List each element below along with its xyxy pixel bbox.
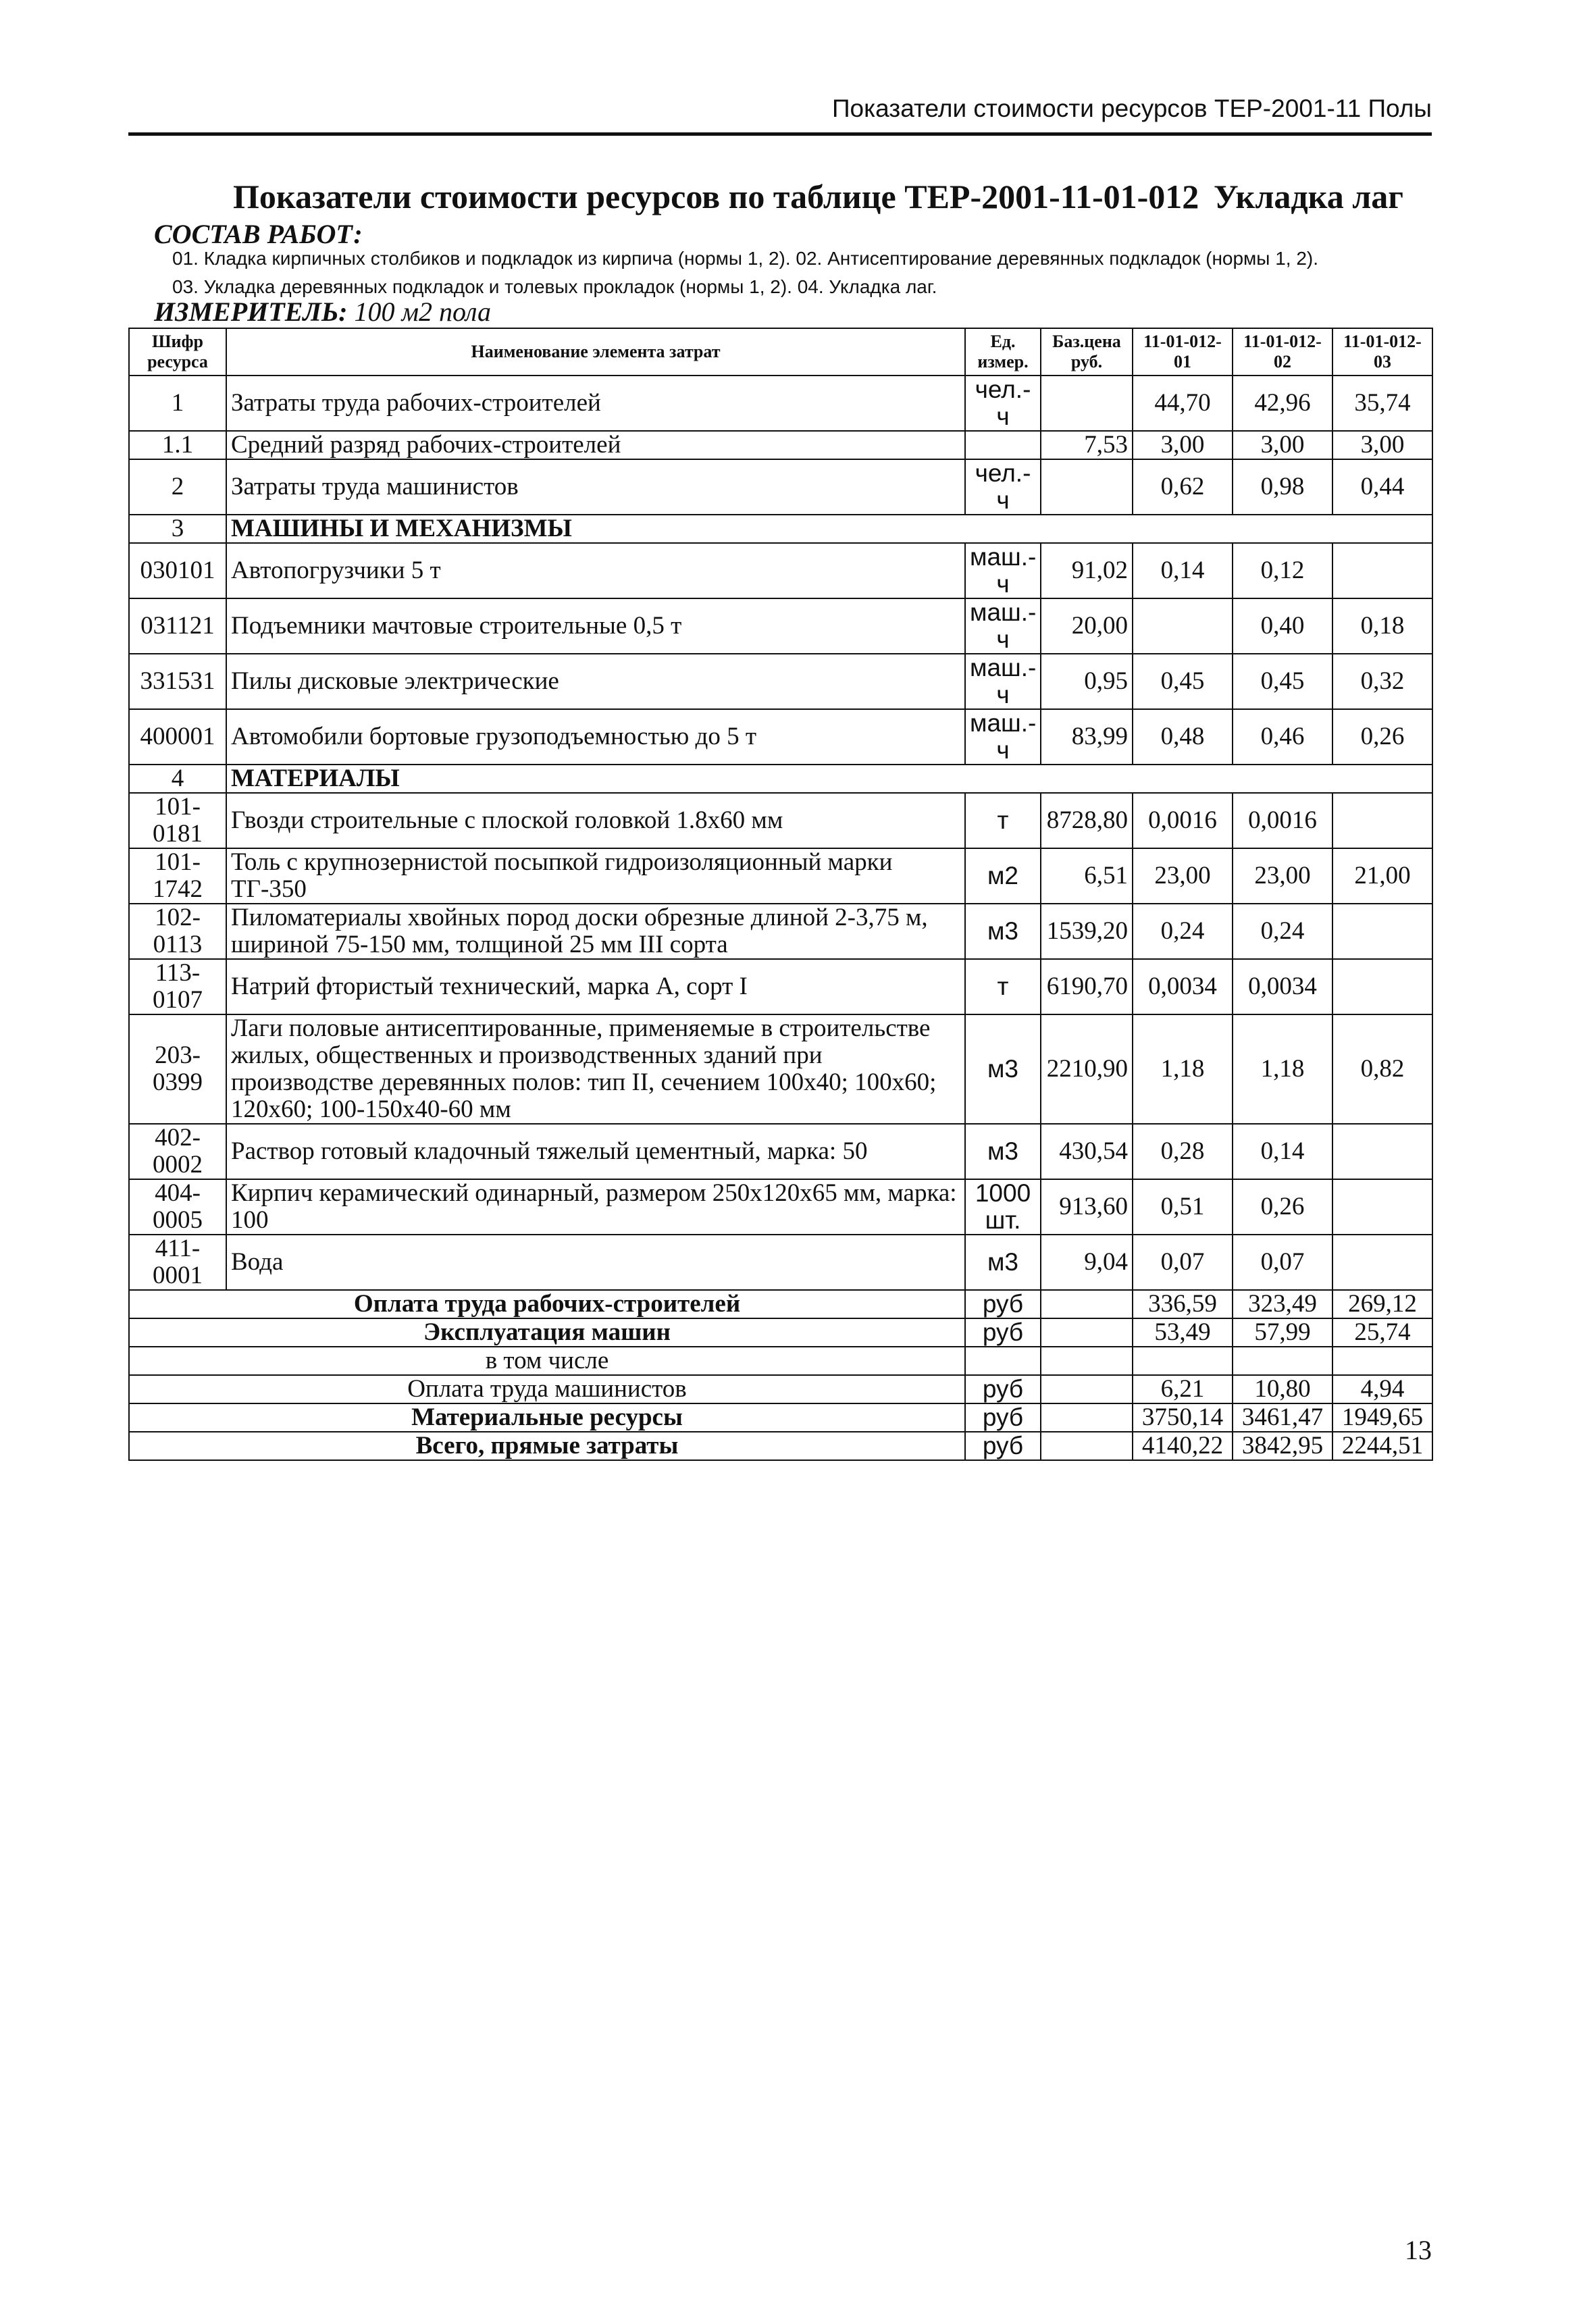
- table-row: [129, 376, 1432, 431]
- value-col2: 0,46: [1233, 709, 1332, 765]
- totals-row: [129, 1403, 1432, 1432]
- table-row: [129, 654, 1432, 709]
- totals-col3: 2244,51: [1332, 1432, 1432, 1460]
- resource-name: Подъемники мачтовые строительные 0,5 т: [226, 598, 965, 654]
- composition-text: [172, 244, 1428, 301]
- value-col1: 1,18: [1133, 1014, 1233, 1124]
- section-title: МАТЕРИАЛЫ: [226, 765, 1432, 793]
- base-price: 0,95: [1041, 654, 1133, 709]
- table-row: [129, 793, 1432, 848]
- totals-row: [129, 1375, 1432, 1403]
- value-col1: 0,45: [1133, 654, 1233, 709]
- value-col2: 3,00: [1233, 431, 1332, 459]
- totals-col1: [1133, 1347, 1233, 1375]
- table-header-row: [129, 328, 1432, 376]
- totals-unit: руб: [965, 1290, 1041, 1318]
- value-col3: 0,26: [1332, 709, 1432, 765]
- resource-name: Автомобили бортовые грузоподъемностью до 5 т: [226, 709, 965, 765]
- value-col1: 0,48: [1133, 709, 1233, 765]
- value-col3: [1332, 1235, 1432, 1290]
- table-row: [129, 598, 1432, 654]
- totals-price: [1041, 1375, 1133, 1403]
- base-price: 430,54: [1041, 1124, 1133, 1179]
- value-col2: 0,12: [1233, 543, 1332, 598]
- header-rule: [128, 132, 1432, 136]
- totals-price: [1041, 1347, 1133, 1375]
- table-row: [129, 959, 1432, 1014]
- totals-price: [1041, 1318, 1133, 1347]
- value-col3: [1332, 1179, 1432, 1235]
- base-price: [1041, 376, 1133, 431]
- header-name: Наименование элемента затрат: [226, 328, 965, 376]
- base-price: 6190,70: [1041, 959, 1133, 1014]
- totals-col2: 3461,47: [1233, 1403, 1332, 1432]
- table-row: [129, 904, 1432, 959]
- value-col3: 0,32: [1332, 654, 1432, 709]
- totals-label: Эксплуатация машин: [129, 1318, 965, 1347]
- resource-code: 400001: [129, 709, 226, 765]
- resource-name: Вода: [226, 1235, 965, 1290]
- table-title: Показатели стоимости ресурсов по таблице ТЕР-2001-11-01-012: [233, 178, 1199, 215]
- totals-row: [129, 1318, 1432, 1347]
- value-col2: 0,98: [1233, 459, 1332, 515]
- totals-row: [129, 1290, 1432, 1318]
- table-row: [129, 459, 1432, 515]
- value-col1: 44,70: [1133, 376, 1233, 431]
- resource-unit: м3: [965, 1124, 1041, 1179]
- base-price: 6,51: [1041, 848, 1133, 904]
- resource-unit: 1000 шт.: [965, 1179, 1041, 1235]
- table-row: [129, 848, 1432, 904]
- resource-unit: [965, 431, 1041, 459]
- section-row: [129, 765, 1432, 793]
- totals-col2: 323,49: [1233, 1290, 1332, 1318]
- totals-col2: [1233, 1347, 1332, 1375]
- header-col1: 11-01-012-01: [1133, 328, 1233, 376]
- resource-unit: чел.-ч: [965, 459, 1041, 515]
- header-base-price: Баз.цена руб.: [1041, 328, 1133, 376]
- resource-name: Натрий фтористый технический, марка А, сорт I: [226, 959, 965, 1014]
- resources-table: [128, 328, 1433, 1461]
- value-col3: [1332, 793, 1432, 848]
- totals-price: [1041, 1432, 1133, 1460]
- resource-name: Кирпич керамический одинарный, размером 250х120х65 мм, марка: 100: [226, 1179, 965, 1235]
- totals-col3: 25,74: [1332, 1318, 1432, 1347]
- resource-code: 101-1742: [129, 848, 226, 904]
- totals-col1: 6,21: [1133, 1375, 1233, 1403]
- totals-col1: 4140,22: [1133, 1432, 1233, 1460]
- value-col3: 21,00: [1332, 848, 1432, 904]
- resource-name: Толь с крупнозернистой посыпкой гидроизоляционный марки ТГ-350: [226, 848, 965, 904]
- value-col1: 0,24: [1133, 904, 1233, 959]
- header-unit: Ед. измер.: [965, 328, 1041, 376]
- resource-name: Пиломатериалы хвойных пород доски обрезные длиной 2-3,75 м, шириной 75-150 мм, толщиной 25 мм III сорта: [226, 904, 965, 959]
- resource-code: 113-0107: [129, 959, 226, 1014]
- totals-label: Материальные ресурсы: [129, 1403, 965, 1432]
- table-row: [129, 431, 1432, 459]
- totals-unit: руб: [965, 1375, 1041, 1403]
- totals-col3: [1332, 1347, 1432, 1375]
- totals-unit: руб: [965, 1403, 1041, 1432]
- base-price: 83,99: [1041, 709, 1133, 765]
- page-number: 13: [1405, 2235, 1432, 2265]
- totals-col2: 10,80: [1233, 1375, 1332, 1403]
- base-price: 8728,80: [1041, 793, 1133, 848]
- resource-unit: чел.-ч: [965, 376, 1041, 431]
- value-col3: 3,00: [1332, 431, 1432, 459]
- totals-label: Оплата труда рабочих-строителей: [129, 1290, 965, 1318]
- resource-code: 4: [129, 765, 226, 793]
- resource-code: 030101: [129, 543, 226, 598]
- value-col3: [1332, 904, 1432, 959]
- value-col2: 0,26: [1233, 1179, 1332, 1235]
- totals-row: [129, 1432, 1432, 1460]
- totals-col3: 4,94: [1332, 1375, 1432, 1403]
- table-row: [129, 1014, 1432, 1124]
- value-col2: 42,96: [1233, 376, 1332, 431]
- totals-price: [1041, 1290, 1133, 1318]
- resource-unit: т: [965, 793, 1041, 848]
- base-price: 20,00: [1041, 598, 1133, 654]
- totals-label: Всего, прямые затраты: [129, 1432, 965, 1460]
- value-col3: 0,18: [1332, 598, 1432, 654]
- totals-price: [1041, 1403, 1133, 1432]
- meter: [154, 296, 491, 328]
- resource-code: 101-0181: [129, 793, 226, 848]
- resource-name: Затраты труда рабочих-строителей: [226, 376, 965, 431]
- value-col2: 0,0034: [1233, 959, 1332, 1014]
- value-col3: 35,74: [1332, 376, 1432, 431]
- resource-name: Раствор готовый кладочный тяжелый цементный, марка: 50: [226, 1124, 965, 1179]
- resource-code: 102-0113: [129, 904, 226, 959]
- value-col2: 0,07: [1233, 1235, 1332, 1290]
- table-row: [129, 543, 1432, 598]
- base-price: [1041, 459, 1133, 515]
- resource-unit: м3: [965, 1014, 1041, 1124]
- meter-label: ИЗМЕРИТЕЛЬ:: [154, 296, 348, 327]
- value-col1: 23,00: [1133, 848, 1233, 904]
- meter-value: 100 м2 пола: [354, 296, 491, 327]
- composition-line-2: 03. Укладка деревянных подкладок и толевых прокладок (нормы 1, 2). 04. Укладка лаг.: [172, 276, 937, 297]
- totals-col1: 336,59: [1133, 1290, 1233, 1318]
- resource-code: 404-0005: [129, 1179, 226, 1235]
- composition-line-1: 01. Кладка кирпичных столбиков и подкладок из кирпича (нормы 1, 2). 02. Антисептирование деревянных подкладок (нормы 1, 2).: [172, 248, 1319, 269]
- value-col1: 0,0016: [1133, 793, 1233, 848]
- resource-code: 331531: [129, 654, 226, 709]
- totals-unit: [965, 1347, 1041, 1375]
- value-col1: 0,07: [1133, 1235, 1233, 1290]
- totals-col3: 1949,65: [1332, 1403, 1432, 1432]
- base-price: 7,53: [1041, 431, 1133, 459]
- value-col2: 0,14: [1233, 1124, 1332, 1179]
- totals-col3: 269,12: [1332, 1290, 1432, 1318]
- base-price: 91,02: [1041, 543, 1133, 598]
- resource-unit: м3: [965, 904, 1041, 959]
- value-col2: 1,18: [1233, 1014, 1332, 1124]
- value-col2: 0,40: [1233, 598, 1332, 654]
- resource-unit: маш.-ч: [965, 598, 1041, 654]
- resource-unit: маш.-ч: [965, 709, 1041, 765]
- value-col2: 0,0016: [1233, 793, 1332, 848]
- value-col1: 0,51: [1133, 1179, 1233, 1235]
- totals-col1: 53,49: [1133, 1318, 1233, 1347]
- totals-col1: 3750,14: [1133, 1403, 1233, 1432]
- value-col2: 0,24: [1233, 904, 1332, 959]
- resource-name: Затраты труда машинистов: [226, 459, 965, 515]
- composition-heading: СОСТАВ РАБОТ:: [154, 219, 363, 249]
- value-col1: 3,00: [1133, 431, 1233, 459]
- resource-unit: маш.-ч: [965, 654, 1041, 709]
- table-body: [129, 376, 1432, 1460]
- resource-name: Лаги половые антисептированные, применяемые в строительстве жилых, общественных и производственных зданий при производстве деревянных полов: тип II, сечением 100х40; 100х60; 120х60; 100-150х40-60 мм: [226, 1014, 965, 1124]
- resource-code: 031121: [129, 598, 226, 654]
- totals-col2: 57,99: [1233, 1318, 1332, 1347]
- value-col3: [1332, 543, 1432, 598]
- resource-code: 3: [129, 515, 226, 543]
- table-row: [129, 1235, 1432, 1290]
- resource-code: 2: [129, 459, 226, 515]
- resource-unit: т: [965, 959, 1041, 1014]
- totals-col2: 3842,95: [1233, 1432, 1332, 1460]
- resource-code: 402-0002: [129, 1124, 226, 1179]
- value-col3: 0,44: [1332, 459, 1432, 515]
- table-row: [129, 1179, 1432, 1235]
- section-title: МАШИНЫ И МЕХАНИЗМЫ: [226, 515, 1432, 543]
- resource-name: Средний разряд рабочих-строителей: [226, 431, 965, 459]
- section-row: [129, 515, 1432, 543]
- totals-unit: руб: [965, 1318, 1041, 1347]
- value-col1: 0,0034: [1133, 959, 1233, 1014]
- resource-unit: м2: [965, 848, 1041, 904]
- resource-name: Гвозди строительные с плоской головкой 1.8х60 мм: [226, 793, 965, 848]
- value-col3: [1332, 1124, 1432, 1179]
- header-col3: 11-01-012-03: [1332, 328, 1432, 376]
- base-price: 913,60: [1041, 1179, 1133, 1235]
- resource-unit: м3: [965, 1235, 1041, 1290]
- value-col1: 0,14: [1133, 543, 1233, 598]
- value-col1: 0,62: [1133, 459, 1233, 515]
- value-col1: [1133, 598, 1233, 654]
- table-row: [129, 709, 1432, 765]
- totals-label: Оплата труда машинистов: [129, 1375, 965, 1403]
- totals-row: [129, 1347, 1432, 1375]
- resource-unit: маш.-ч: [965, 543, 1041, 598]
- value-col2: 0,45: [1233, 654, 1332, 709]
- header-code: Шифр ресурса: [129, 328, 226, 376]
- table-row: [129, 1124, 1432, 1179]
- header-col2: 11-01-012-02: [1233, 328, 1332, 376]
- resource-code: 1.1: [129, 431, 226, 459]
- resource-name: Пилы дисковые электрические: [226, 654, 965, 709]
- base-price: 9,04: [1041, 1235, 1133, 1290]
- value-col3: [1332, 959, 1432, 1014]
- base-price: 2210,90: [1041, 1014, 1133, 1124]
- resource-name: Автопогрузчики 5 т: [226, 543, 965, 598]
- resource-code: 1: [129, 376, 226, 431]
- totals-unit: руб: [965, 1432, 1041, 1460]
- base-price: 1539,20: [1041, 904, 1133, 959]
- running-header: Показатели стоимости ресурсов ТЕР-2001-11 Полы: [831, 95, 1432, 122]
- resource-code: 203-0399: [129, 1014, 226, 1124]
- value-col1: 0,28: [1133, 1124, 1233, 1179]
- value-col2: 23,00: [1233, 848, 1332, 904]
- work-title: Укладка лаг: [1213, 178, 1403, 215]
- totals-label: в том числе: [129, 1347, 965, 1375]
- resource-code: 411-0001: [129, 1235, 226, 1290]
- value-col3: 0,82: [1332, 1014, 1432, 1124]
